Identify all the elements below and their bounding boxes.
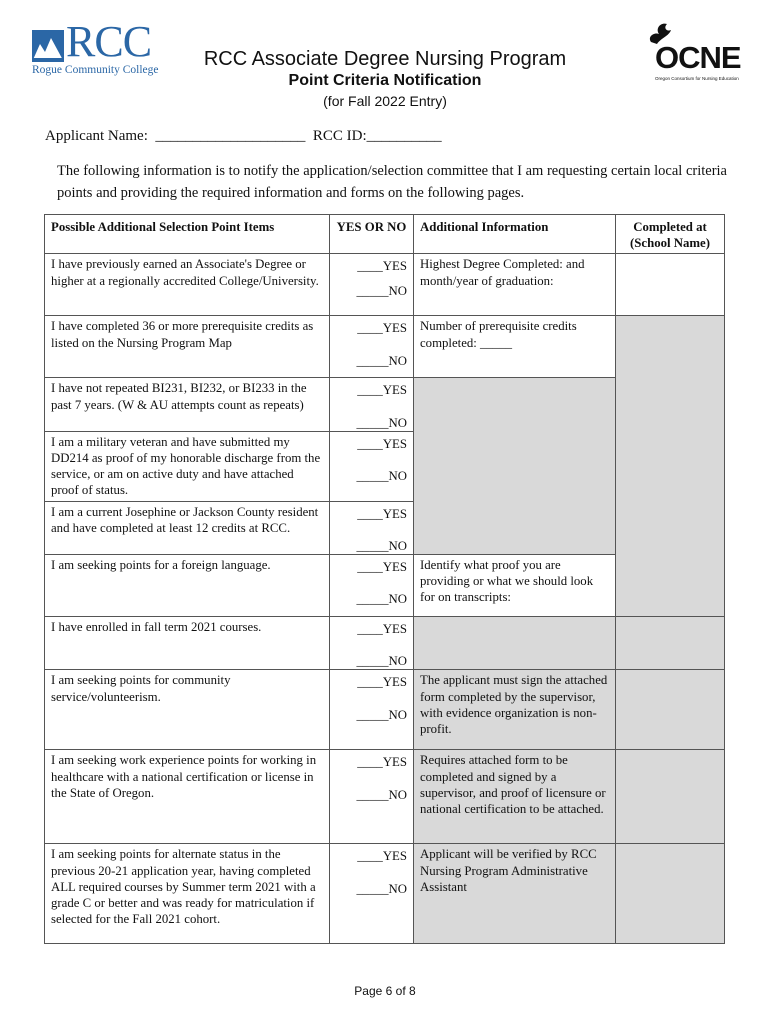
yes-blank[interactable]: ____YES <box>357 259 407 274</box>
table-row <box>45 844 725 944</box>
completed-cell <box>616 378 725 431</box>
row-item: I have enrolled in fall term 2021 courses. <box>45 617 330 670</box>
rcc-logo-letters: RCC <box>66 17 152 66</box>
no-blank[interactable]: _____NO <box>356 353 407 368</box>
completed-cell <box>616 431 725 501</box>
row-info: Number of prerequisite credits completed: _____ <box>414 316 616 378</box>
yes-blank[interactable]: ____YES <box>357 383 407 398</box>
applicant-line: Applicant Name: ____________________ RCC ID:__________ <box>45 128 442 144</box>
yes-no-cell[interactable] <box>330 378 414 431</box>
yes-blank[interactable]: ____YES <box>357 321 407 336</box>
table-row <box>45 617 725 670</box>
rcc-logo-subtitle: Rogue Community College <box>32 64 159 76</box>
table-row <box>45 254 725 316</box>
no-blank[interactable]: _____NO <box>356 415 407 430</box>
intro-paragraph: The following information is to notify the application/selection committee that I am requesting certain local criteria points and providing the required information and forms on the following pages. <box>57 163 727 201</box>
yes-blank[interactable]: ____YES <box>357 675 407 690</box>
completed-cell <box>616 316 725 378</box>
yes-no-cell[interactable] <box>330 555 414 617</box>
no-blank[interactable]: _____NO <box>356 881 407 896</box>
completed-cell <box>616 750 725 844</box>
yes-no-cell[interactable] <box>330 316 414 378</box>
header-item: Possible Additional Selection Point Items <box>45 215 330 254</box>
ocne-logo-letters: OCNE <box>655 40 741 75</box>
no-blank[interactable]: _____NO <box>356 283 407 298</box>
header-completed: Completed at (School Name) <box>616 215 725 254</box>
table-row <box>45 431 725 501</box>
page-number: Page 6 of 8 <box>354 984 416 998</box>
yes-no-cell[interactable] <box>330 750 414 844</box>
yes-no-cell[interactable] <box>330 617 414 670</box>
row-info: Identify what proof you are providing or what we should look for on transcripts: <box>414 555 616 617</box>
document-subtitle: Point Criteria Notification <box>288 72 482 89</box>
no-blank[interactable]: _____NO <box>356 469 407 484</box>
row-info <box>414 501 616 554</box>
no-blank[interactable]: _____NO <box>356 707 407 722</box>
row-info <box>414 617 616 670</box>
row-info: Highest Degree Completed: and month/year of graduation: <box>414 254 616 316</box>
ocne-logo-subtitle: Oregon Consortium for Nursing Education <box>655 76 739 81</box>
completed-cell <box>616 844 725 944</box>
table-row <box>45 750 725 844</box>
criteria-table <box>44 214 725 944</box>
row-item: I am a current Josephine or Jackson County resident and have completed at least 12 credits at RCC. <box>45 501 330 554</box>
table-row <box>45 378 725 431</box>
completed-cell[interactable] <box>616 254 725 316</box>
header-yesno: YES OR NO <box>330 215 414 254</box>
row-info <box>414 431 616 501</box>
row-info: Applicant will be verified by RCC Nursing Program Administrative Assistant <box>414 844 616 944</box>
yes-no-cell[interactable] <box>330 501 414 554</box>
table-row <box>45 555 725 617</box>
header-info: Additional Information <box>414 215 616 254</box>
yes-no-cell[interactable] <box>330 254 414 316</box>
row-info: Requires attached form to be completed and signed by a supervisor, and proof of licensure or national certification to be attached. <box>414 750 616 844</box>
yes-no-cell[interactable] <box>330 844 414 944</box>
row-item: I am seeking work experience points for working in healthcare with a national certification or license in the State of Oregon. <box>45 750 330 844</box>
yes-no-cell[interactable] <box>330 670 414 750</box>
no-blank[interactable]: _____NO <box>356 787 407 802</box>
no-blank[interactable]: _____NO <box>356 654 407 669</box>
entry-term: (for Fall 2022 Entry) <box>323 93 447 109</box>
row-item: I have previously earned an Associate's Degree or higher at a regionally accredited College/University. <box>45 254 330 316</box>
yes-no-cell[interactable] <box>330 431 414 501</box>
no-blank[interactable]: _____NO <box>356 592 407 607</box>
completed-cell <box>616 555 725 617</box>
yes-blank[interactable]: ____YES <box>357 755 407 770</box>
row-item: I am seeking points for community service/volunteerism. <box>45 670 330 750</box>
completed-cell <box>616 670 725 750</box>
yes-blank[interactable]: ____YES <box>357 622 407 637</box>
row-info <box>414 378 616 431</box>
row-info: The applicant must sign the attached form completed by the supervisor, with evidence organization is non-profit. <box>414 670 616 750</box>
table-row <box>45 501 725 554</box>
row-item: I have not repeated BI231, BI232, or BI233 in the past 7 years. (W & AU attempts count as repeats) <box>45 378 330 431</box>
yes-blank[interactable]: ____YES <box>357 506 407 521</box>
row-item: I am seeking points for a foreign language. <box>45 555 330 617</box>
table-row <box>45 670 725 750</box>
no-blank[interactable]: _____NO <box>356 538 407 553</box>
document-title: RCC Associate Degree Nursing Program <box>203 48 567 70</box>
row-item: I have completed 36 or more prerequisite credits as listed on the Nursing Program Map <box>45 316 330 378</box>
completed-cell <box>616 617 725 670</box>
row-item: I am seeking points for alternate status in the previous 20-21 application year, having completed ALL required courses by Summer term 2021 with a grade C or better and was ready for matriculation if selected for the Fall 2021 cohort. <box>45 844 330 944</box>
yes-blank[interactable]: ____YES <box>357 849 407 864</box>
table-row <box>45 316 725 378</box>
yes-blank[interactable]: ____YES <box>357 560 407 575</box>
yes-blank[interactable]: ____YES <box>357 436 407 451</box>
completed-cell <box>616 501 725 554</box>
row-item: I am a military veteran and have submitted my DD214 as proof of my honorable discharge from the service, or am on active duty and have attached proof of status. <box>45 431 330 501</box>
